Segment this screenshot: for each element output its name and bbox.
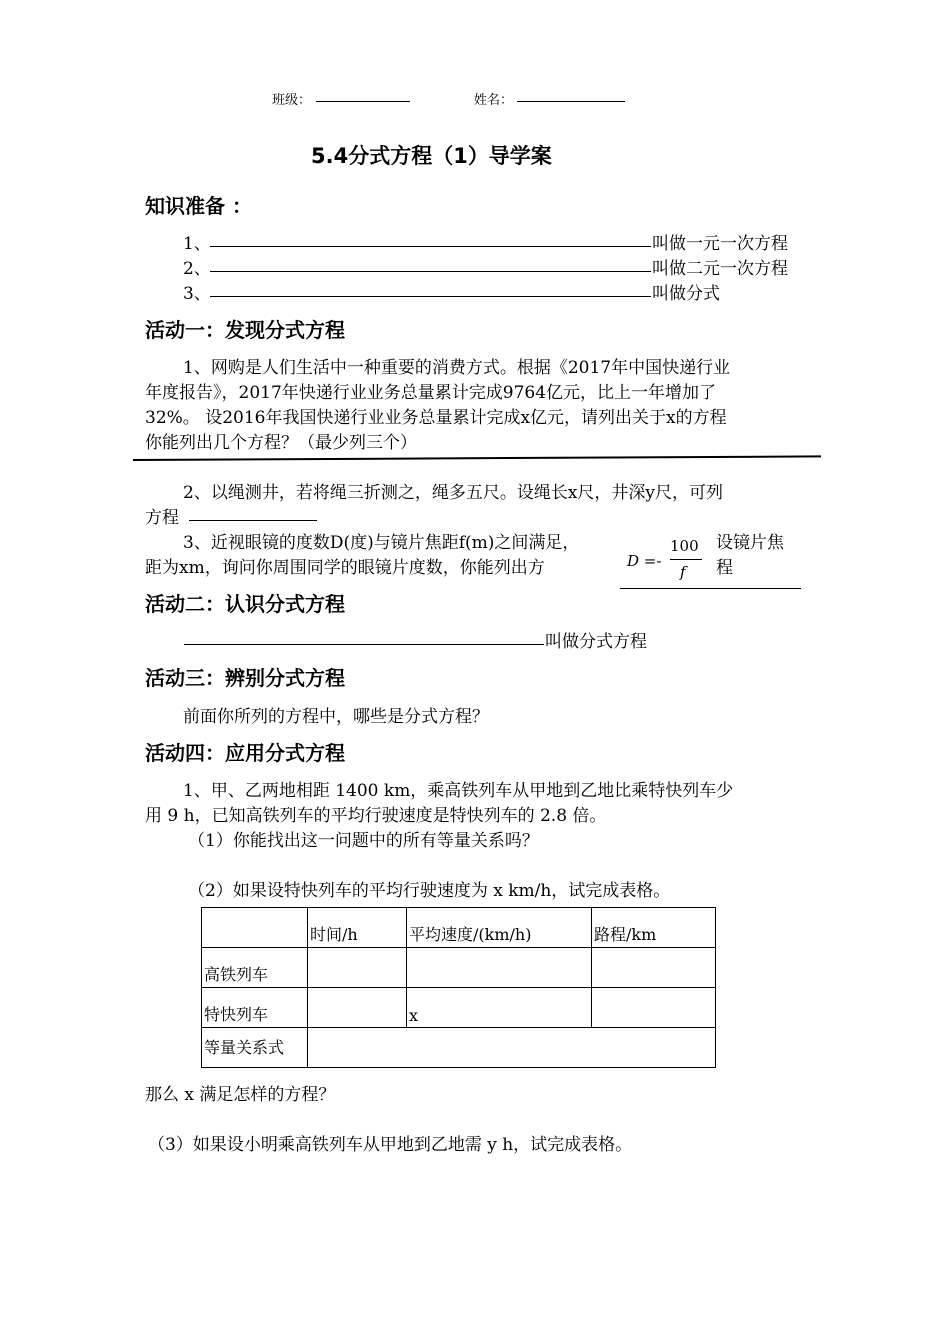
prep-item-1-blank[interactable] <box>210 246 651 247</box>
table-cell[interactable] <box>592 948 716 988</box>
activity-4-p1-line1: 1、甲、乙两地相距 1400 km，乘高铁列车从甲地到乙地比乘特快列车少 <box>183 781 734 801</box>
activity-4-p1-line2: 用 9 h，已知高铁列车的平均行驶速度是特快列车的 2.8 倍。 <box>145 806 607 826</box>
activity-1-p1-line4: 你能列出几个方程？（最少列三个） <box>145 433 417 453</box>
activity-1-p2-line2: 方程 <box>145 508 179 528</box>
activity-1-p1-line2: 年度报告》，2017年快递行业业务总量累计完成9764亿元，比上一年增加了 <box>145 383 717 403</box>
prep-heading: 知识准备 ： <box>145 194 252 218</box>
activity-1-p2-line1: 2、以绳测井，若将绳三折测之，绳多五尺。设绳长x尺，井深y尺，可列 <box>183 483 724 503</box>
table-cell[interactable] <box>407 948 592 988</box>
prep-item-2-blank[interactable] <box>210 271 651 272</box>
prep-item-1-suffix: 叫做一元一次方程 <box>652 234 788 254</box>
table-row <box>202 1028 716 1068</box>
name-label: 姓名： <box>474 93 514 108</box>
prep-item-3-blank[interactable] <box>210 296 651 297</box>
activity-1-p3-line2: 距为xm，询问你周围同学的眼镜片度数，你能列出方 <box>145 558 545 578</box>
page-title: 5.4分式方程（1）导学案 <box>311 144 552 168</box>
activity-1-heading: 活动一：发现分式方程 <box>145 318 345 342</box>
activity-4-heading: 活动四：应用分式方程 <box>145 741 345 765</box>
activity-1-p1-line3: 32%。 设2016年我国快递行业业务总量累计完成x亿元，请列出关于x的方程 <box>145 408 727 428</box>
table-cell[interactable] <box>308 988 407 1028</box>
formula-denominator: f <box>680 563 686 581</box>
table-header-distance: 路程/km <box>592 908 716 948</box>
activity-4-question-1: （1）你能找出这一问题中的所有等量关系吗？ <box>188 831 539 851</box>
activity-1-p3-side2: 程 <box>716 558 733 578</box>
activity-3-heading: 活动三：辨别分式方程 <box>145 666 345 690</box>
activity-2-heading: 活动二：认识分式方程 <box>145 592 345 616</box>
row-label-express-train: 特快列车 <box>202 988 308 1028</box>
speed-table <box>201 907 716 1068</box>
name-field[interactable] <box>517 101 625 102</box>
activity-3-text: 前面你所列的方程中，哪些是分式方程？ <box>183 707 489 727</box>
row-label-high-speed-train: 高铁列车 <box>202 948 308 988</box>
activity-1-p3-line1: 3、近视眼镜的度数D(度)与镜片焦距f(m)之间满足， <box>183 533 580 553</box>
prep-item-2-number: 2、 <box>183 259 211 279</box>
table-row <box>202 948 716 988</box>
formula-numerator: 100 <box>670 537 699 555</box>
prep-item-3-number: 3、 <box>183 284 211 304</box>
answer-divider-line <box>133 455 821 461</box>
formula-fraction <box>670 537 704 585</box>
fraction-bar <box>670 559 702 560</box>
activity-1-p2-blank[interactable] <box>189 520 317 521</box>
class-field[interactable] <box>316 101 410 102</box>
prep-item-1-number: 1、 <box>183 234 211 254</box>
after-table-question: 那么 x 满足怎样的方程？ <box>145 1085 336 1105</box>
activity-1-p3-blank[interactable] <box>620 588 801 589</box>
table-header-cell <box>202 908 308 948</box>
prep-item-2-suffix: 叫做二元一次方程 <box>652 259 788 279</box>
table-row <box>202 988 716 1028</box>
activity-1-p3-side1: 设镜片焦 <box>716 533 784 553</box>
activity-2-blank[interactable] <box>184 644 544 645</box>
formula-lhs: D =- <box>627 552 662 570</box>
activity-2-suffix: 叫做分式方程 <box>545 632 647 652</box>
table-cell[interactable]: x <box>407 988 592 1028</box>
table-header-row <box>202 908 716 948</box>
table-cell[interactable] <box>308 948 407 988</box>
activity-4-question-3: （3）如果设小明乘高铁列车从甲地到乙地需 y h，试完成表格。 <box>148 1135 633 1155</box>
row-label-relation: 等量关系式 <box>202 1028 308 1068</box>
table-cell[interactable] <box>592 988 716 1028</box>
activity-1-p1-line1: 1、网购是人们生活中一种重要的消费方式。根据《2017年中国快递行业 <box>183 358 731 378</box>
class-label: 班级： <box>272 93 312 108</box>
table-header-time: 时间/h <box>308 908 407 948</box>
relation-cell[interactable] <box>308 1028 716 1068</box>
prep-item-3-suffix: 叫做分式 <box>652 284 720 304</box>
activity-4-question-2: （2）如果设特快列车的平均行驶速度为 x km/h，试完成表格。 <box>188 881 671 901</box>
table-header-speed: 平均速度/(km/h) <box>407 908 592 948</box>
